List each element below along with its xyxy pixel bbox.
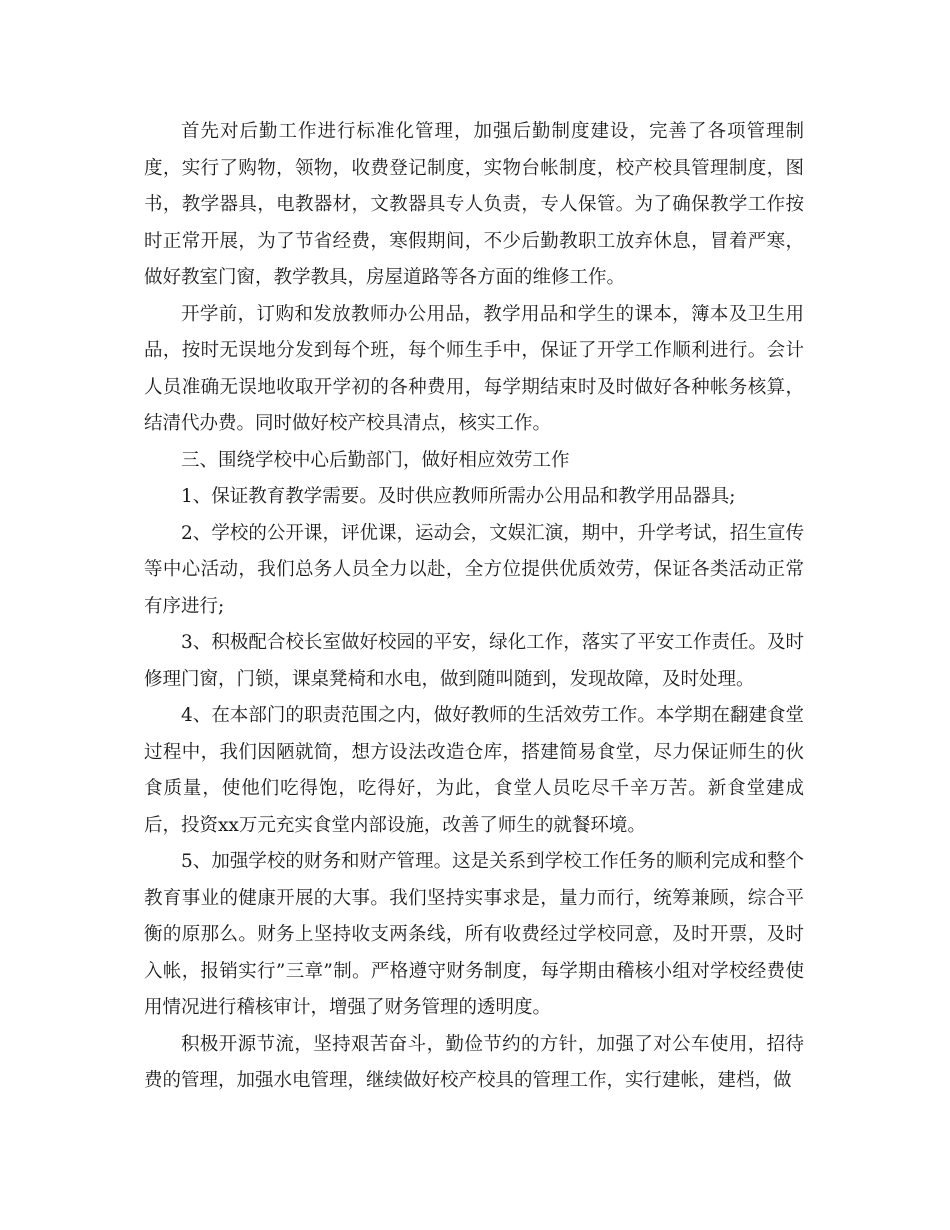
list-item-5: 5、加强学校的财务和财产管理。这是关系到学校工作任务的顺利完成和整个教育事业的健康开展的大事。我们坚持实事求是，量力而行，统筹兼顾，综合平衡的原那么。财务上坚持收支两条线，所有收费经过学校同意，及时开票，及时入帐，报销实行”三章”制。严格遵守财务制度，每学期由稽核小组对学校经费使用情况进行稽核审计，增强了财务管理的透明度。 (144, 851, 804, 1018)
list-item-1: 1、保证教育教学需要。及时供应教师所需办公用品和教学用品器具; (181, 486, 736, 507)
document-body (144, 114, 804, 1100)
paragraph-school-opening-preparation: 开学前，订购和发放教师办公用品，教学用品和学生的课本，簿本及卫生用品，按时无误地分发到每个班，每个师生手中，保证了开学工作顺利进行。会计人员准确无误地收取开学初的各种费用，每学期结束时及时做好各种帐务核算，结清代办费。同时做好校产校具清点，核实工作。 (144, 303, 804, 434)
paragraph-cost-saving: 积极开源节流，坚持艰苦奋斗，勤俭节约的方针，加强了对公车使用，招待费的管理，加强水电管理，继续做好校产校具的管理工作，实行建帐，建档，做 (144, 1033, 804, 1091)
list-item-3: 3、积极配合校长室做好校园的平安，绿化工作，落实了平安工作责任。及时修理门窗，门锁，课桌凳椅和水电，做到随叫随到，发现故障，及时处理。 (144, 632, 804, 690)
section-heading-three: 三、围绕学校中心后勤部门，做好相应效劳工作 (181, 449, 570, 471)
list-item-2: 2、学校的公开课，评优课，运动会，文娱汇演，期中，升学考试，招生宣传等中心活动，我们总务人员全力以赴，全方位提供优质效劳，保证各类活动正常有序进行; (144, 522, 804, 617)
paragraph-logistics-standardization: 首先对后勤工作进行标准化管理，加强后勤制度建设，完善了各项管理制度，实行了购物，领物，收费登记制度，实物台帐制度，校产校具管理制度，图书，教学器具，电教器材，文教器具专人负责，专人保管。为了确保教学工作按时正常开展，为了节省经费，寒假期间，不少后勤教职工放弃休息，冒着严寒，做好教室门窗，教学教具，房屋道路等各方面的维修工作。 (144, 121, 804, 288)
list-item-4: 4、在本部门的职责范围之内，做好教师的生活效劳工作。本学期在翻建食堂过程中，我们因陋就简，想方设法改造仓库，搭建简易食堂，尽力保证师生的伙食质量，使他们吃得饱，吃得好，为此，食堂人员吃尽千辛万苦。新食堂建成后，投资xx万元充实食堂内部设施，改善了师生的就餐环境。 (144, 705, 804, 836)
